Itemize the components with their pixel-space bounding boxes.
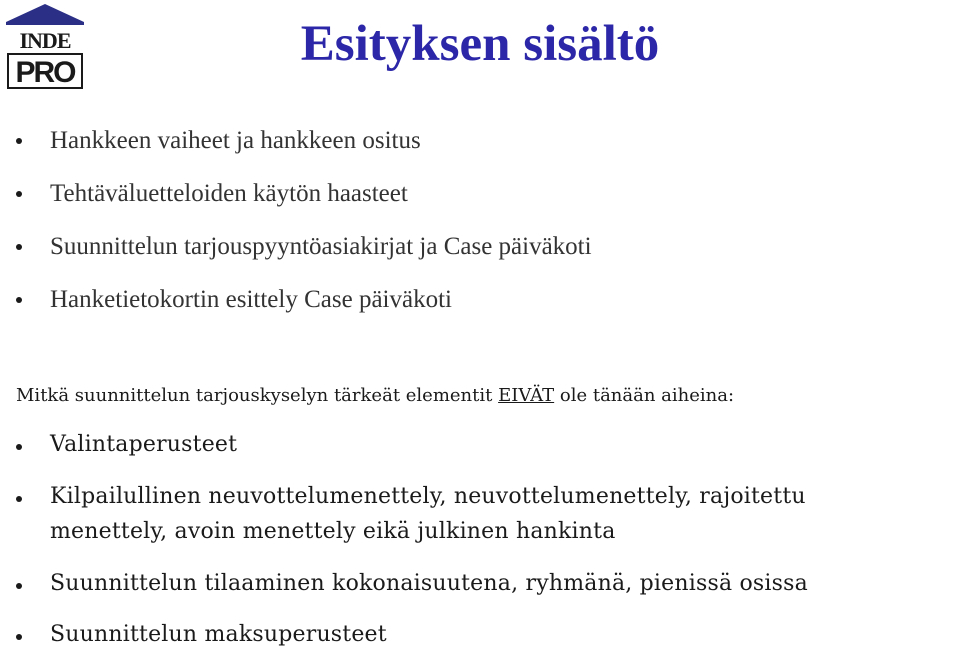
- list-item: Hankkeen vaiheet ja hankkeen ositus: [50, 127, 421, 154]
- list-item: Suunnittelun maksuperusteet: [50, 622, 387, 647]
- list-item: Hanketietokortin esittely Case päiväkoti: [50, 286, 452, 313]
- logo-top-text: INDE: [19, 28, 71, 53]
- bullet-dot: [16, 297, 22, 303]
- list-item: Valintaperusteet: [50, 432, 238, 457]
- bullet-dot: [16, 444, 22, 450]
- slide-title: Esityksen sisältö: [300, 16, 660, 72]
- section-intro-text: Mitkä suunnittelun tarjouskyselyn tärkeät elementit: [16, 385, 499, 406]
- bullet-dot: [16, 138, 22, 144]
- bullet-dot: [16, 244, 22, 250]
- list-item: Tehtäväluetteloiden käytön haasteet: [50, 180, 408, 207]
- list-item-continuation: menettely, avoin menettely eikä julkinen hankinta: [50, 519, 616, 544]
- bullet-dot: [16, 191, 22, 197]
- logo-bottom-text: PRO: [15, 56, 75, 89]
- list-item: Suunnittelun tilaaminen kokonaisuutena, ryhmänä, pienissä osissa: [50, 571, 808, 596]
- list-item: Kilpailullinen neuvottelumenettely, neuvottelumenettely, rajoitettu: [50, 484, 806, 509]
- bullet-dot: [16, 496, 22, 502]
- list-item: Suunnittelun tarjouspyyntöasiakirjat ja Case päiväkoti: [50, 233, 592, 260]
- bullet-dot: [16, 634, 22, 640]
- section-intro: [16, 383, 734, 409]
- bullet-dot: [16, 583, 22, 589]
- section-intro-text-end: ole tänään aiheina:: [554, 385, 735, 406]
- section-intro-emphasis: EIVÄT: [498, 385, 555, 406]
